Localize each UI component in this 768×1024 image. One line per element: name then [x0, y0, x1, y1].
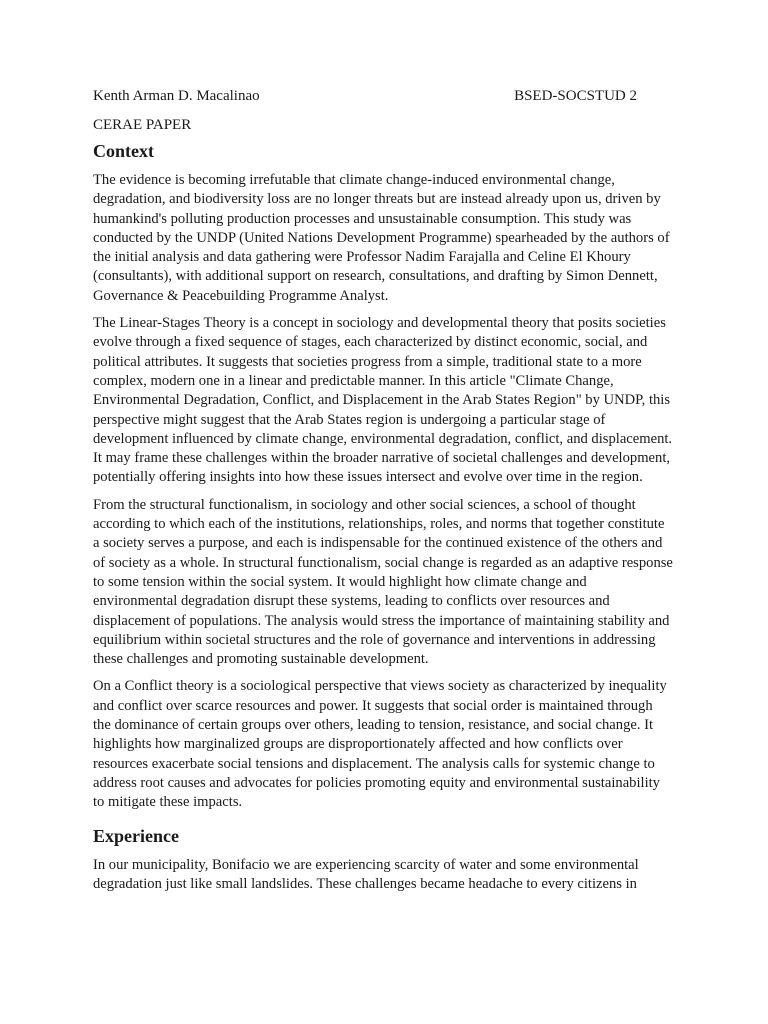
- context-paragraph-3: From the structural functionalism, in sociology and other social sciences, a school of thought according to which each of the institutions, relationships, roles, and norms that together constitute a society serves a purpose, and each is indispensable for the continued existence of the others and of society as a whole. In structural functionalism, social change is regarded as an adaptive response to some tension within the social system. It would highlight how climate change and environmental degradation disrupt these systems, leading to conflicts over resources and displacement of populations. The analysis would stress the importance of maintaining stability and equilibrium within societal structures and the role of governance and interventions in addressing these challenges and promoting sustainable development.: [93, 496, 673, 668]
- experience-paragraph-1: In our municipality, Bonifacio we are experiencing scarcity of water and some environmental degradation just like small landslides. These challenges became headache to every citizens in: [93, 856, 639, 892]
- course-label: BSED-SOCSTUD 2: [514, 88, 637, 104]
- document-body: [93, 86, 673, 902]
- experience-heading: Experience: [93, 825, 179, 846]
- header-line: [93, 86, 673, 106]
- author-name: Kenth Arman D. Macalinao: [93, 88, 260, 104]
- context-paragraph-1: The evidence is becoming irrefutable that climate change-induced environmental change, degradation, and biodiversity loss are no longer threats but are instead already upon us, driven by humankind's polluting production processes and unsustainable consumption. This study was conducted by the UNDP (United Nations Development Programme) spearheaded by the authors of the initial analysis and data gathering were Professor Nadim Farajalla and Celine El Khoury (consultants), with additional support on research, consultations, and drafting by Simon Dennett, Governance & Peacebuilding Programme Analyst.: [93, 172, 670, 304]
- context-heading: Context: [93, 141, 154, 161]
- context-paragraph-2: The Linear-Stages Theory is a concept in sociology and developmental theory that posits societies evolve through a fixed sequence of stages, each characterized by distinct economic, social, and political attributes. It suggests that societies progress from a simple, traditional state to a more complex, modern one in a linear and predictable manner. In this article "Climate Change, Environmental Degradation, Conflict, and Displacement in the Arab States Region" by UNDP, this perspective might suggest that the Arab States region is undergoing a particular stage of development influenced by climate change, environmental degradation, conflict, and displacement. It may frame these challenges within the broader narrative of societal challenges and development, potentially offering insights into how these issues intersect and evolve over time in the region.: [93, 315, 673, 486]
- paper-label: CERAE PAPER: [93, 117, 192, 133]
- context-paragraph-4: On a Conflict theory is a sociological perspective that views society as characterized by inequality and conflict over scarce resources and power. It suggests that social order is maintained through the dominance of certain groups over others, leading to tension, resistance, and social change. It highlights how marginalized groups are disproportionately affected and how conflicts over resources exacerbate social tensions and displacement. The analysis calls for systemic change to address root causes and advocates for policies promoting equity and environmental sustainability to mitigate these impacts.: [93, 678, 667, 811]
